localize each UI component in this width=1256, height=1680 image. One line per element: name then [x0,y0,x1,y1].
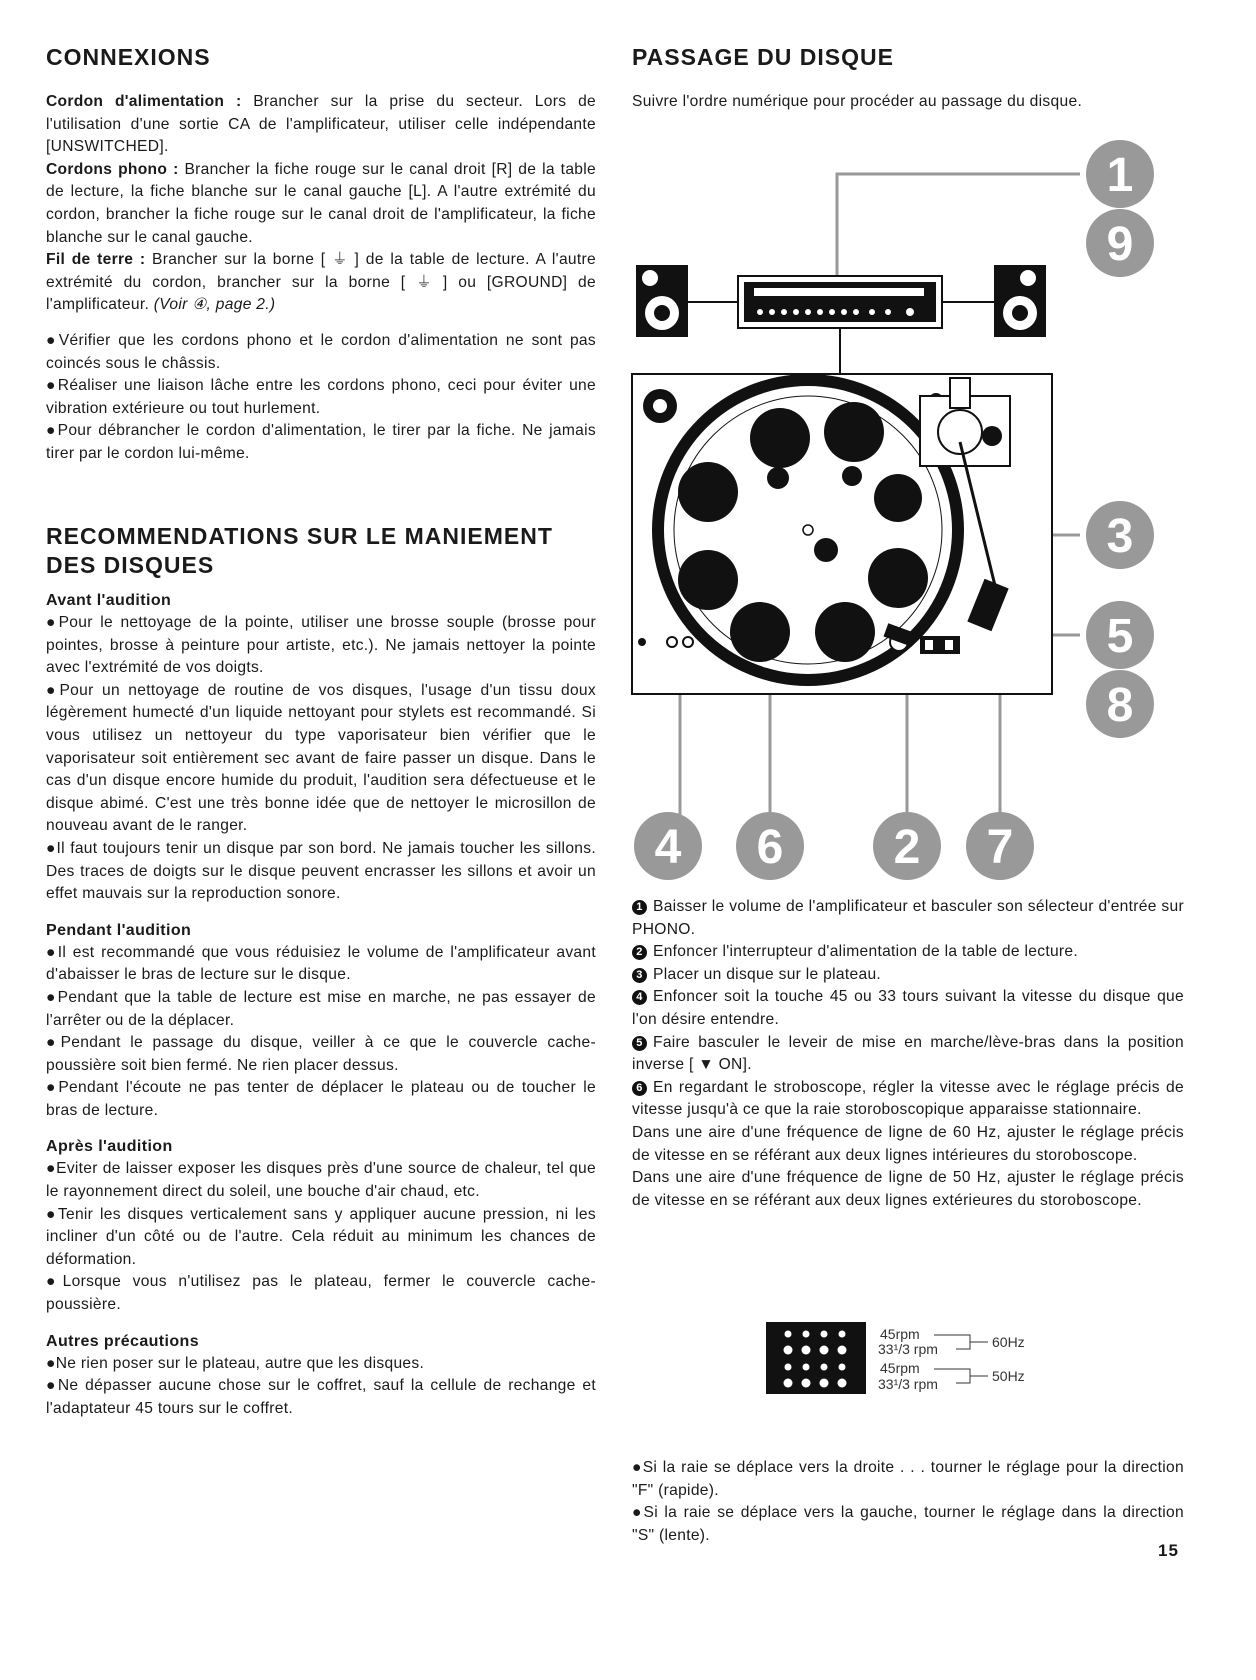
direction-bullet: ●Si la raie se déplace vers la gauche, tourner le réglage dans la direction "S" (lente). [632,1504,1184,1544]
badge-5-label: 5 [1106,610,1134,663]
para-60hz: Dans une aire d'une fréquence de ligne de 60 Hz, ajuster le réglage précis de vitesse en se référant aux deux lignes intérieures du storoboscope. [632,1123,1184,1164]
badge-8-label: 8 [1106,679,1134,732]
badge-5 [1086,601,1154,669]
autres-heading: Autres précautions [46,1332,200,1350]
apres-bullet: ●Tenir les disques verticalement sans y appliquer aucune pression, ni les incliner d'un côté ou de l'autre. Cela réduit au minimum les chances de déformation. [46,1205,596,1268]
phono-paragraph: Cordons phono : Brancher la fiche rouge sur le canal droit [R] de la table de lecture, la fiche blanche sur le canal gauche [L]. A l'autre extrémité du cordon, brancher la fiche rouge sur le canal droit de l'amplificateur, la fiche blanche sur le canal gauche. [46,160,596,246]
passage-intro: Suivre l'ordre numérique pour procéder au passage du disque. [632,93,1083,110]
step-item: 4 Enfoncer soit la touche 45 ou 33 tours suivant la vitesse du disque que l'on désire entendre. [632,988,1184,1028]
connexions-bullet: ●Vérifier que les cordons phono et le cordon d'alimentation ne sont pas coincés sous le châssis. [46,331,596,372]
badge-4-label: 4 [654,821,682,874]
cordon-label: Cordon d'alimentation : [46,93,242,110]
badge-8 [1086,670,1154,738]
page-number: 15 [1158,1541,1179,1560]
badge-7-label: 7 [986,821,1014,874]
strobe-row4: 33¹/3 rpm [878,1376,938,1392]
recommendations-body [46,590,596,1420]
passage-title: PASSAGE DU DISQUE [632,44,894,70]
badge-7 [966,812,1034,880]
connexions-bullet: ●Pour débrancher le cordon d'alimentation, le tirer par la fiche. Ne jamais tirer par le cordon lui-même. [46,422,596,462]
badge-9-label: 9 [1106,218,1134,271]
terre-paragraph: Fil de terre : Brancher sur la borne [ ⏚ ] de la table de lecture. A l'autre extrémité du cordon, brancher sur la borne [ ⏚ ] ou [GROUND] de l'amplificateur. (Voir ④, page 2.) [46,251,596,314]
strobe-row3: 45rpm [880,1360,920,1376]
apres-bullet: ●Lorsque vous n'utilisez pas le plateau, fermer le couvercle cache-poussière. [46,1273,596,1314]
recommendations-title-2: DES DISQUES [46,552,215,578]
terre-label: Fil de terre : [46,251,146,269]
badge-6 [736,812,804,880]
badge-9 [1086,209,1154,277]
steps-list [632,896,1184,1212]
avant-bullet: ●Il faut toujours tenir un disque par son bord. Ne jamais toucher les sillons. Des traces de doigts sur le disque peuvent encrasser les sillons et avoir un effet mauvais sur la reproduction sonore. [46,839,596,903]
turntable-diagram [620,130,1180,890]
pendant-bullet: ●Il est recommandé que vous réduisiez le volume de l'amplificateur avant d'abaisser le bras de lecture sur le disque. [46,943,596,984]
strobe-row2: 33¹/3 rpm [878,1341,938,1357]
pendant-heading: Pendant l'audition [46,921,192,939]
platter-icon [652,374,964,686]
avant-bullet: ●Pour le nettoyage de la pointe, utiliser une brosse souple (brosse pour pointes, brosse à peinture pour artiste, etc.). Ne jamais nettoyer la pointe avec l'extrémité de vos doigts. [46,614,596,677]
badge-3-label: 3 [1106,510,1134,563]
step-item: 1 Baisser le volume de l'amplificateur et basculer son sélecteur d'entrée sur PHONO. [632,898,1184,938]
phono-label: Cordons phono : [46,160,179,178]
connexions-bullet: ●Réaliser une liaison lâche entre les cordons phono, ceci pour éviter une vibration extérieure ou tout hurlement. [46,377,596,417]
badge-1-label: 1 [1106,149,1134,202]
badge-6-label: 6 [756,821,784,874]
direction-bullet: ●Si la raie se déplace vers la droite . . . tourner le réglage pour la direction "F" (rapide). [632,1459,1184,1499]
left-speaker-icon [636,265,688,337]
autres-bullet: ●Ne dépasser aucune chose sur le coffret, sauf la cellule de rechange et l'adaptateur 45 tours sur le coffret. [46,1377,596,1417]
strobe-50hz: 50Hz [992,1368,1025,1384]
step-item: 2 Enfoncer l'interrupteur d'alimentation de la table de lecture. [632,941,1184,964]
amplifier-icon [738,276,942,328]
stroboscope-diagram [766,1322,1086,1396]
strobe-row1: 45rpm [880,1326,920,1342]
step-item: 6 En regardant le stroboscope, régler la vitesse avec le réglage précis de vitesse jusqu'à ce que la raie storoboscopique apparaisse stationnaire. [632,1078,1184,1119]
avant-bullet: ●Pour un nettoyage de routine de vos disques, l'usage d'un tissu doux légèrement humecté d'un liquide nettoyant pour stylets est recommandé. Si vous utilisez un nettoyeur du type vaporisateur bien vérifier que le vaporisateur soit entièrement sec avant de faire passer un disque. Dans le cas d'un disque encore humide du produit, l'audition sera défectueuse et le disque abimé. C'est une très bonne idée que de nettoyer le microsillon de nouveau avant de le ranger. [46,681,596,835]
para-50hz: Dans une aire d'une fréquence de ligne de 50 Hz, ajuster le réglage précis de vitesse en se référant aux deux lignes extérieures du storoboscope. [632,1169,1184,1209]
apres-bullet: ●Eviter de laisser exposer les disques près d'une source de chaleur, tel que le rayonnement direct du soleil, une bouche d'air chaud, etc. [46,1160,596,1201]
right-speaker-icon [994,265,1046,337]
badge-2 [873,812,941,880]
final-bullets [632,1457,1184,1547]
badge-1 [1086,140,1154,208]
badge-3 [1086,501,1154,569]
step-item: 5 Faire basculer le leveir de mise en marche/lève-bras dans la position inverse [ ▼ ON]. [632,1033,1184,1074]
avant-heading: Avant l'audition [46,592,172,609]
connexions-body [46,91,596,466]
pendant-bullet: ●Pendant le passage du disque, veiller à ce que le couvercle cache-poussière soit bien fermé. Ne rien placer dessus. [46,1034,596,1074]
step-item: 3 Placer un disque sur le plateau. [632,964,1184,987]
connexions-title: CONNEXIONS [46,44,211,70]
recommendations-title-1: RECOMMENDATIONS SUR LE MANIEMENT [46,523,553,549]
badge-4 [634,812,702,880]
cordon-paragraph: Cordon d'alimentation : Brancher sur la prise du secteur. Lors de l'utilisation d'une sortie CA de l'amplificateur, utiliser celle indépendante [UNSWITCHED]. [46,93,597,156]
apres-heading: Après l'audition [46,1138,173,1156]
badge-2-label: 2 [893,821,921,874]
pendant-bullet: ●Pendant que la table de lecture est mise en marche, ne pas essayer de l'arrêter ou de la déplacer. [46,988,596,1029]
autres-bullet: ●Ne rien poser sur le plateau, autre que les disques. [46,1354,425,1372]
strobe-60hz: 60Hz [992,1334,1025,1350]
pendant-bullet: ●Pendant l'écoute ne pas tenter de déplacer le plateau ou de toucher le bras de lecture. [46,1079,596,1119]
